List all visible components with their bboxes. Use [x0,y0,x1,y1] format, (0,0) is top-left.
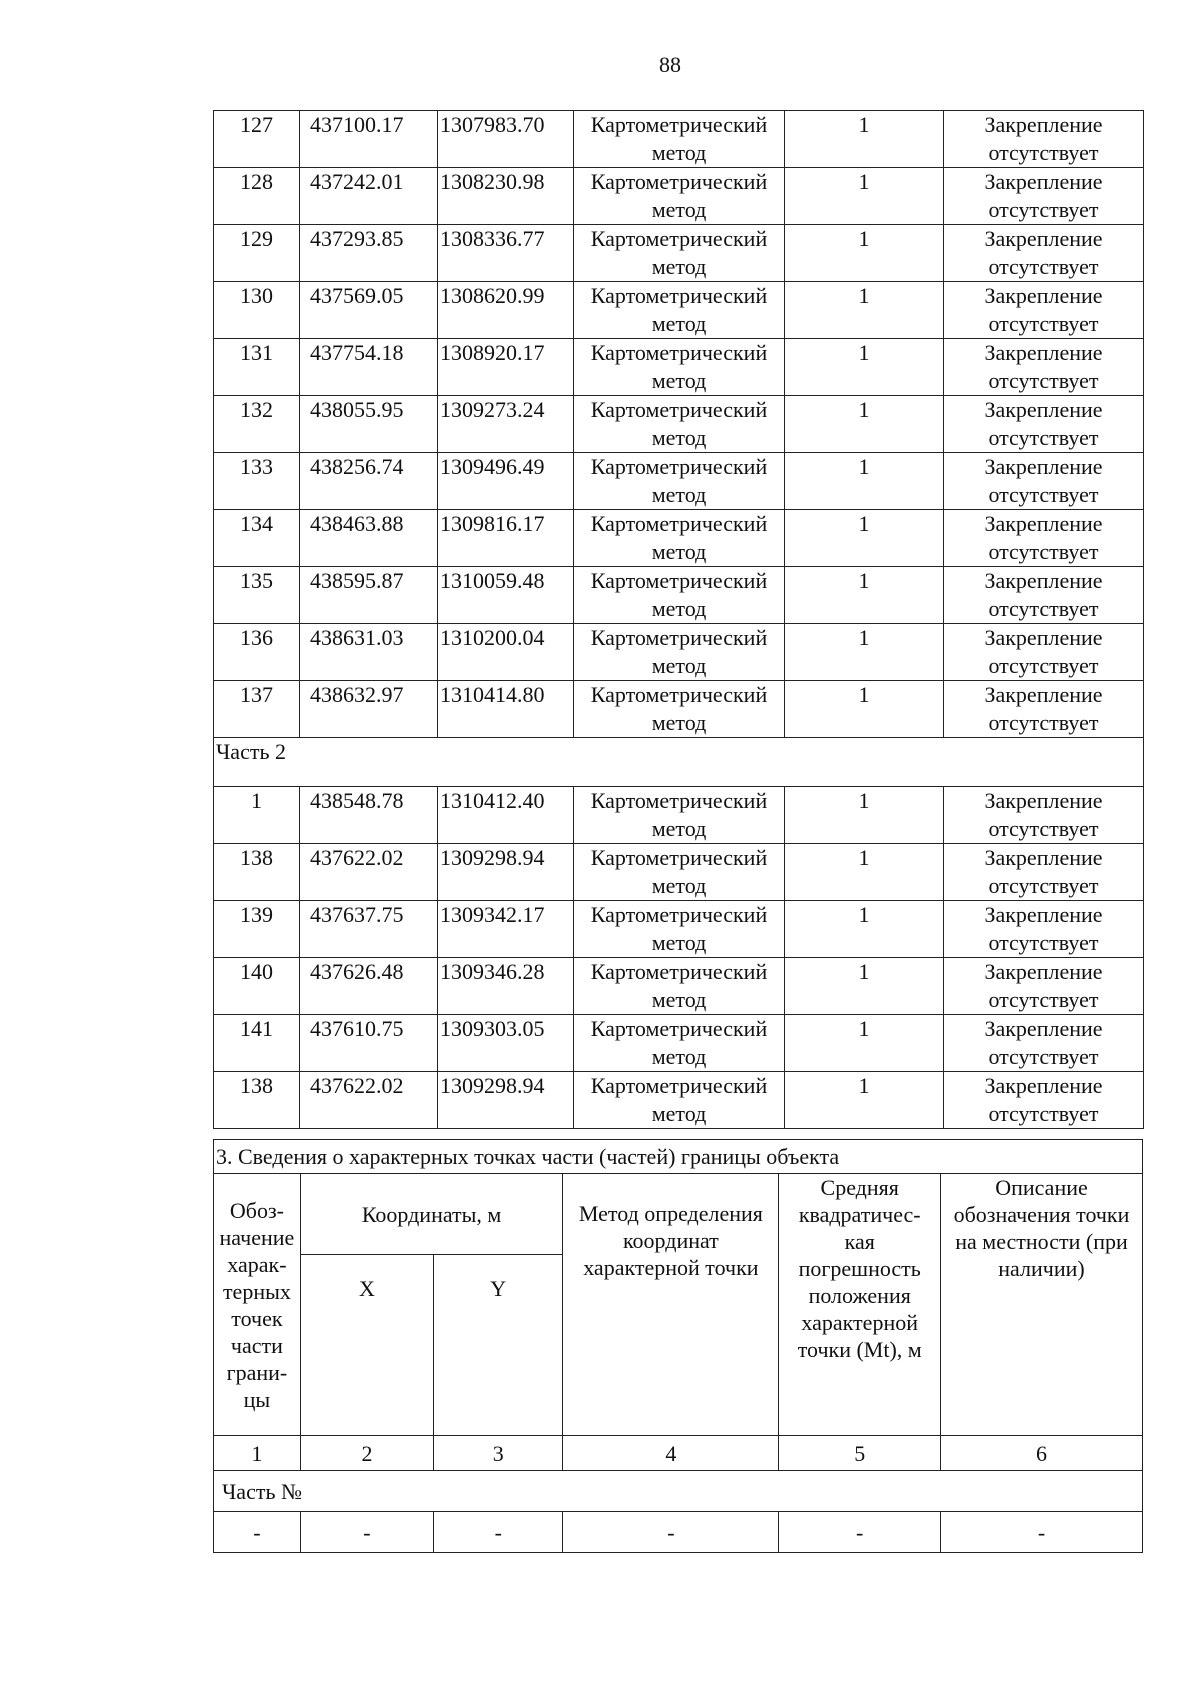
table-row [214,453,1144,510]
method: Картометрический метод [574,787,785,844]
point-number: 140 [214,958,300,1015]
table-row [214,958,1144,1015]
header-designation: Обоз- начение харак- терных точек части грани- цы [214,1174,301,1436]
coord-y: 1308230.98 [438,168,574,225]
part-2-label: Часть 2 [214,738,1144,787]
page-number: 88 [659,52,681,77]
coord-y: 1308920.17 [438,339,574,396]
error-value: 1 [785,339,944,396]
coord-x: 438055.95 [300,396,438,453]
method: Картометрический метод [574,510,785,567]
point-number: 134 [214,510,300,567]
part-number-label: Часть № [214,1471,1143,1512]
error-value: 1 [785,111,944,168]
description: Закрепление отсутствует [944,844,1144,901]
column-numbers-row [214,1436,1143,1471]
table-row [214,681,1144,738]
header-error: Средняя квадратичес- кая погрешность положения характерной точки (Mt), м [779,1174,941,1436]
header-coordinates: Координаты, м [300,1174,563,1255]
column-number: 2 [300,1436,433,1471]
description: Закрепление отсутствует [944,453,1144,510]
empty-cell: - [563,1512,779,1553]
error-value: 1 [785,1015,944,1072]
point-number: 132 [214,396,300,453]
coordinates-table [213,110,1144,1129]
description: Закрепление отсутствует [944,901,1144,958]
coord-y: 1310059.48 [438,567,574,624]
method: Картометрический метод [574,111,785,168]
point-number: 138 [214,844,300,901]
description: Закрепление отсутствует [944,1015,1144,1072]
error-value: 1 [785,510,944,567]
description: Закрепление отсутствует [944,339,1144,396]
table-row [214,787,1144,844]
coord-y: 1310412.40 [438,787,574,844]
column-number: 5 [779,1436,941,1471]
table-row [214,844,1144,901]
table-row [214,339,1144,396]
part-2-row [214,738,1144,787]
coord-x: 437100.17 [300,111,438,168]
empty-cell: - [779,1512,941,1553]
table-row [214,225,1144,282]
method: Картометрический метод [574,567,785,624]
column-number: 4 [563,1436,779,1471]
point-number: 131 [214,339,300,396]
description: Закрепление отсутствует [944,168,1144,225]
coord-x: 437569.05 [300,282,438,339]
coord-x: 437622.02 [300,844,438,901]
error-value: 1 [785,787,944,844]
point-number: 138 [214,1072,300,1129]
coord-y: 1310414.80 [438,681,574,738]
error-value: 1 [785,1072,944,1129]
method: Картометрический метод [574,225,785,282]
coord-y: 1309273.24 [438,396,574,453]
method: Картометрический метод [574,844,785,901]
header-description: Описание обозначения точки на местности (при наличии) [941,1174,1143,1436]
method: Картометрический метод [574,282,785,339]
error-value: 1 [785,901,944,958]
method: Картометрический метод [574,453,785,510]
point-number: 130 [214,282,300,339]
point-number: 128 [214,168,300,225]
coord-y: 1310200.04 [438,624,574,681]
description: Закрепление отсутствует [944,1072,1144,1129]
coord-x: 438256.74 [300,453,438,510]
point-number: 141 [214,1015,300,1072]
point-number: 133 [214,453,300,510]
coord-x: 438631.03 [300,624,438,681]
description: Закрепление отсутствует [944,958,1144,1015]
method: Картометрический метод [574,624,785,681]
description: Закрепление отсутствует [944,111,1144,168]
coord-x: 438463.88 [300,510,438,567]
coord-y: 1309298.94 [438,1072,574,1129]
error-value: 1 [785,453,944,510]
method: Картометрический метод [574,396,785,453]
coord-x: 437626.48 [300,958,438,1015]
point-number: 129 [214,225,300,282]
coord-x: 438632.97 [300,681,438,738]
empty-cell: - [300,1512,433,1553]
error-value: 1 [785,282,944,339]
method: Картометрический метод [574,1015,785,1072]
error-value: 1 [785,168,944,225]
table-row [214,901,1144,958]
coord-y: 1309342.17 [438,901,574,958]
coord-y: 1309298.94 [438,844,574,901]
table-row [214,396,1144,453]
coord-x: 437293.85 [300,225,438,282]
point-number: 139 [214,901,300,958]
point-number: 136 [214,624,300,681]
table-row [214,111,1144,168]
description: Закрепление отсутствует [944,510,1144,567]
method: Картометрический метод [574,339,785,396]
empty-cell: - [434,1512,563,1553]
description: Закрепление отсутствует [944,225,1144,282]
empty-cell: - [214,1512,301,1553]
error-value: 1 [785,844,944,901]
section3-caption: 3. Сведения о характерных точках части (частей) границы объекта [214,1140,1143,1174]
table-row [214,282,1144,339]
coord-y: 1308336.77 [438,225,574,282]
point-number: 137 [214,681,300,738]
column-number: 1 [214,1436,301,1471]
description: Закрепление отсутствует [944,396,1144,453]
point-number: 1 [214,787,300,844]
table-row [214,168,1144,225]
coord-x: 438595.87 [300,567,438,624]
error-value: 1 [785,567,944,624]
header-x: X [300,1255,433,1436]
description: Закрепление отсутствует [944,787,1144,844]
method: Картометрический метод [574,958,785,1015]
coord-x: 437242.01 [300,168,438,225]
method: Картометрический метод [574,1072,785,1129]
point-number: 135 [214,567,300,624]
coord-x: 437637.75 [300,901,438,958]
empty-cell: - [941,1512,1143,1553]
section3-table [213,1139,1143,1553]
description: Закрепление отсутствует [944,624,1144,681]
description: Закрепление отсутствует [944,681,1144,738]
column-number: 6 [941,1436,1143,1471]
method: Картометрический метод [574,168,785,225]
coord-y: 1309496.49 [438,453,574,510]
coord-x: 437622.02 [300,1072,438,1129]
coord-y: 1309346.28 [438,958,574,1015]
coord-y: 1309303.05 [438,1015,574,1072]
error-value: 1 [785,396,944,453]
description: Закрепление отсутствует [944,567,1144,624]
description: Закрепление отсутствует [944,282,1144,339]
table-row [214,624,1144,681]
coord-x: 437610.75 [300,1015,438,1072]
empty-data-row [214,1512,1143,1553]
header-method: Метод определения координат характерной точки [563,1174,779,1436]
coord-y: 1309816.17 [438,510,574,567]
error-value: 1 [785,958,944,1015]
coord-x: 438548.78 [300,787,438,844]
coord-y: 1307983.70 [438,111,574,168]
table-row [214,510,1144,567]
table-row [214,567,1144,624]
error-value: 1 [785,681,944,738]
error-value: 1 [785,624,944,681]
coord-y: 1308620.99 [438,282,574,339]
table-row [214,1072,1144,1129]
header-y: Y [434,1255,563,1436]
coord-x: 437754.18 [300,339,438,396]
table-row [214,1015,1144,1072]
column-number: 3 [434,1436,563,1471]
method: Картометрический метод [574,681,785,738]
method: Картометрический метод [574,901,785,958]
error-value: 1 [785,225,944,282]
point-number: 127 [214,111,300,168]
